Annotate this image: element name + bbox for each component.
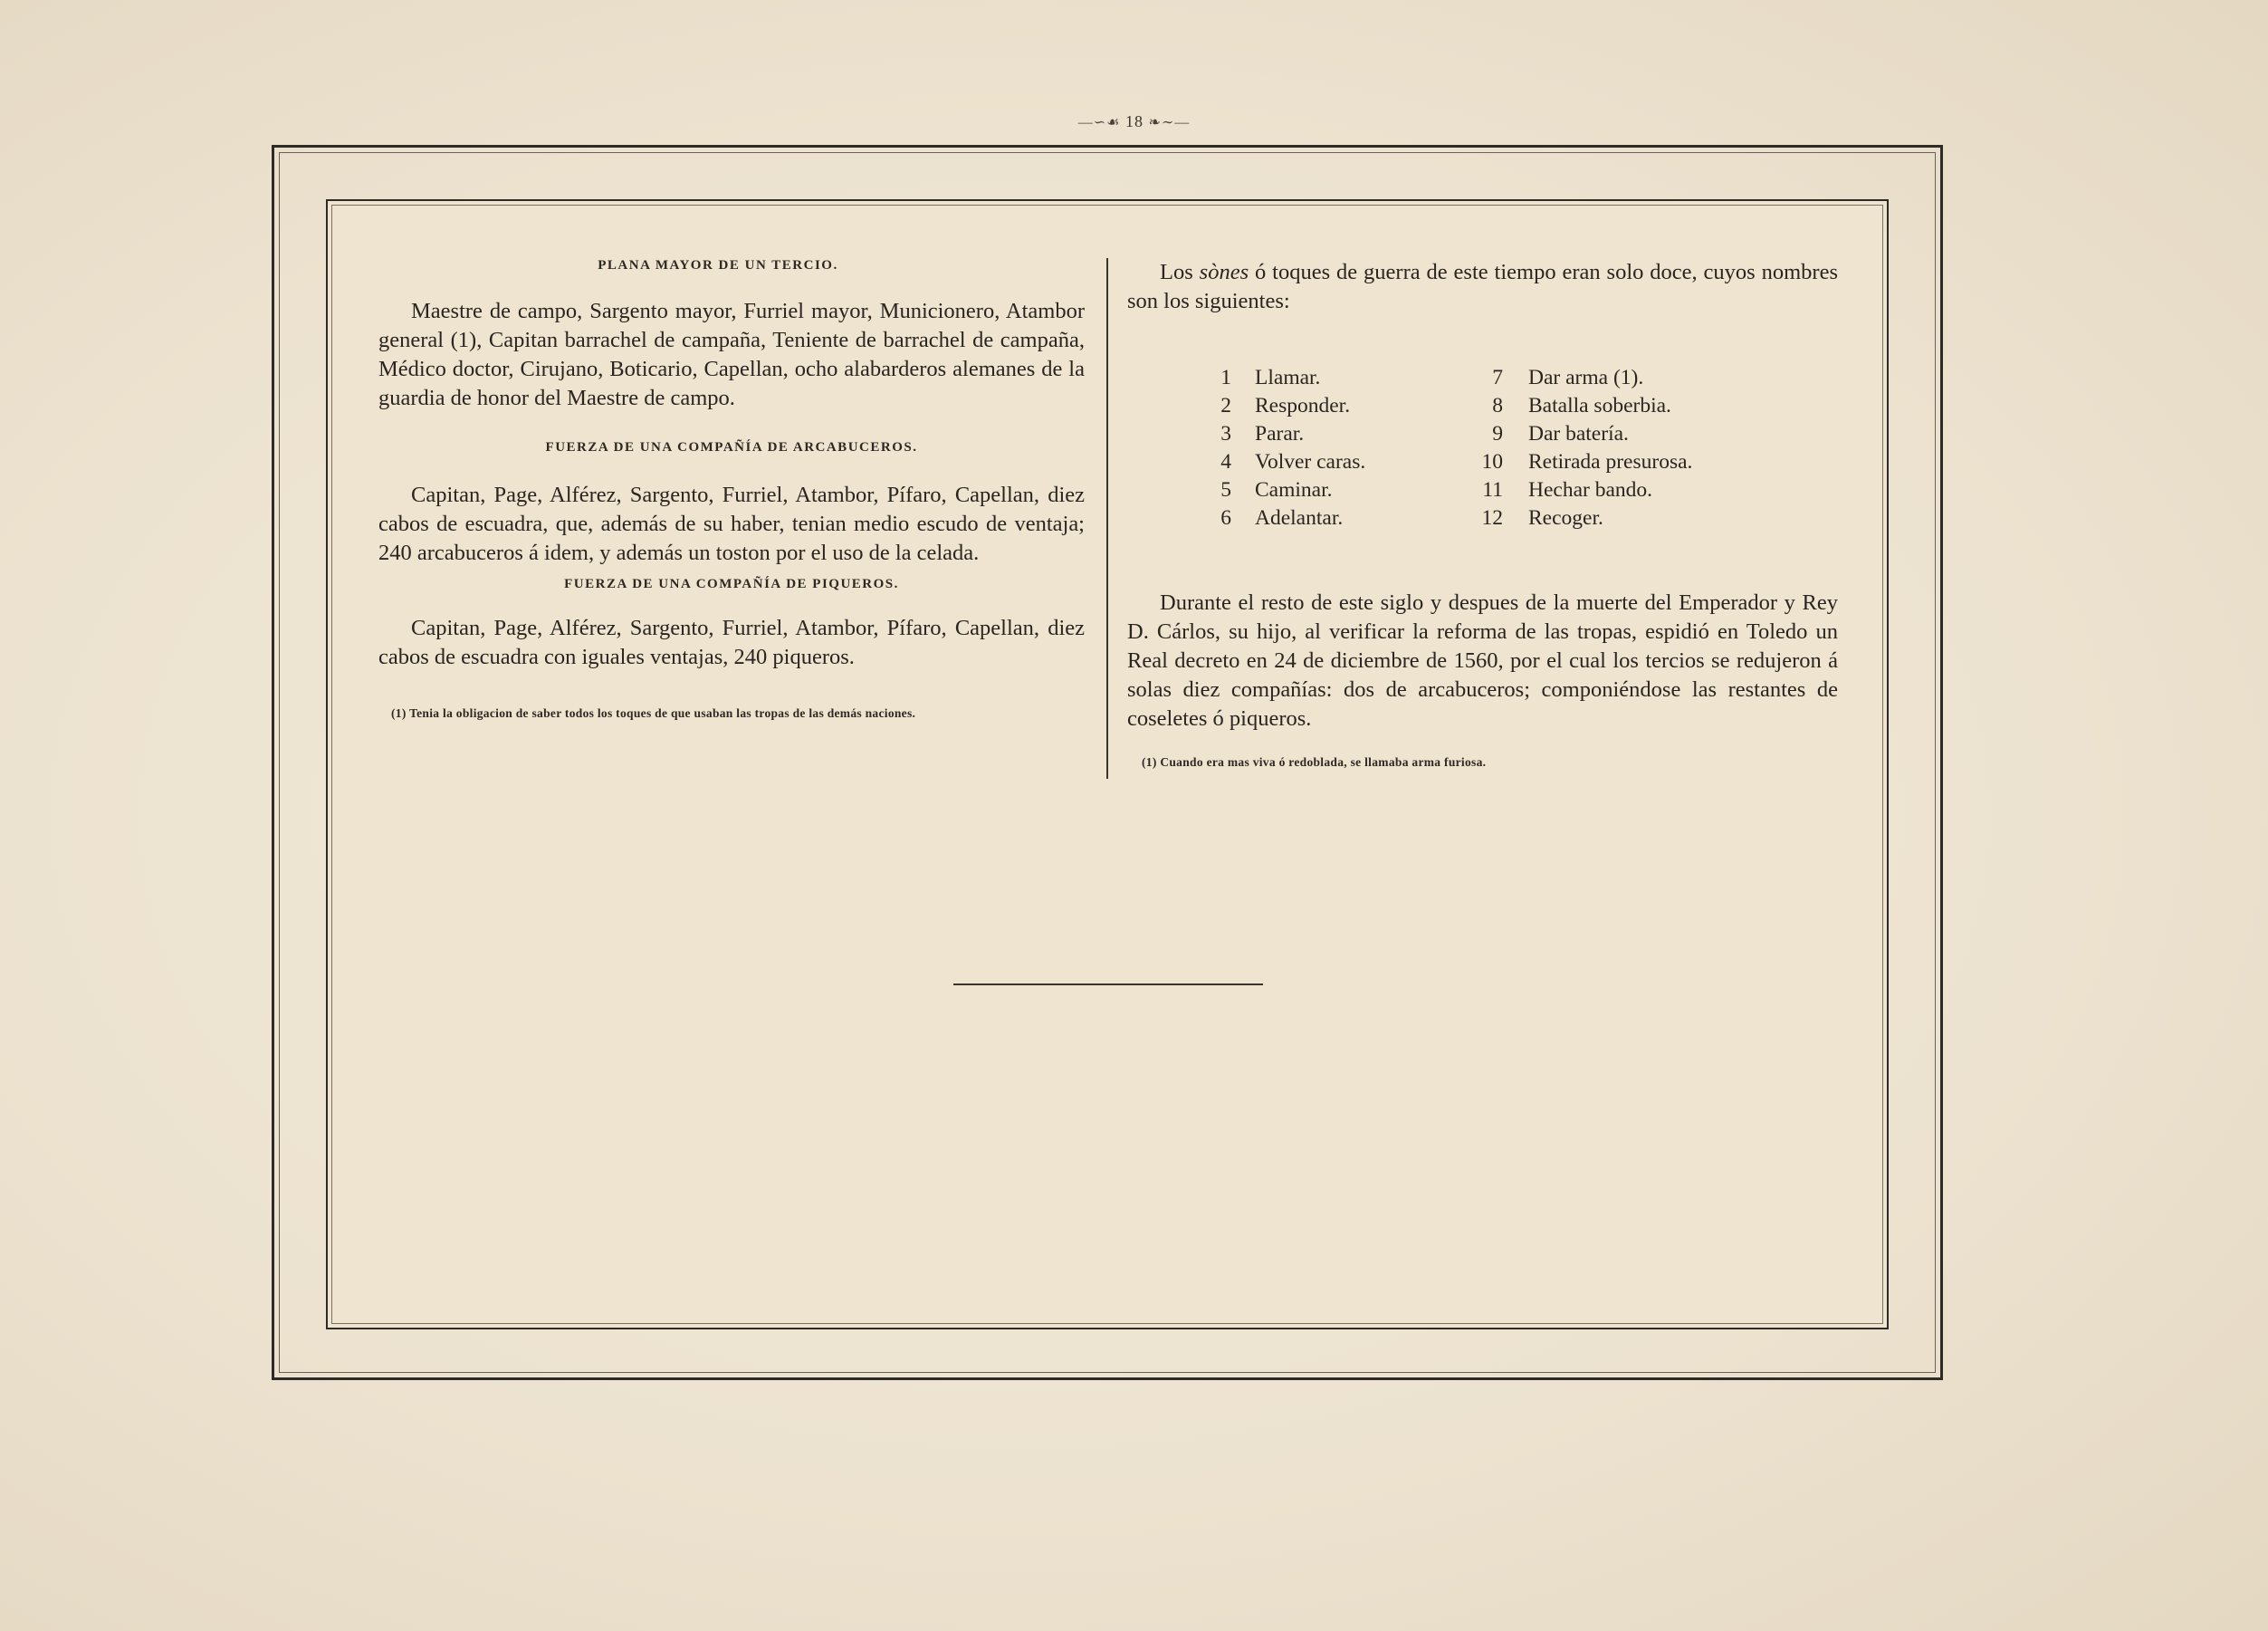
toque-label: Dar arma (1). <box>1528 366 1644 389</box>
list-item <box>1204 504 1747 532</box>
toque-label: Hechar bando. <box>1528 478 1653 502</box>
intro-emphasis: sònes <box>1199 260 1249 284</box>
toque-label: Volver caras. <box>1255 450 1366 474</box>
toque-number: 7 <box>1492 366 1503 389</box>
toque-number: 8 <box>1492 394 1503 417</box>
toque-number: 11 <box>1482 478 1503 502</box>
toque-label: Parar. <box>1255 422 1305 446</box>
ornament-left: —∽☙ <box>1077 115 1121 130</box>
section-text-arcabuceros: Capitan, Page, Alférez, Sargento, Furriel, Atambor, Pífaro, Capellan, diez cabos de escuadra, que, además de su haber, tenian medio escudo de ventaja; 240 arcabuceros á idem, y además un toston por el uso de la celada. <box>378 483 1085 565</box>
toque-label: Responder. <box>1255 394 1351 417</box>
toques-intro <box>1127 258 1838 316</box>
toque-label: Retirada presurosa. <box>1528 450 1693 474</box>
intro-prefix: Los <box>1160 260 1200 284</box>
right-column <box>1127 258 1838 316</box>
toque-number: 12 <box>1481 506 1503 530</box>
section-title-plana-mayor: PLANA MAYOR DE UN TERCIO. <box>598 258 838 273</box>
toque-label: Dar batería. <box>1528 422 1629 446</box>
list-item <box>1204 448 1747 476</box>
toque-number: 2 <box>1220 394 1231 417</box>
column-divider <box>1106 258 1108 779</box>
list-item <box>1204 392 1747 420</box>
toque-number: 3 <box>1220 422 1231 446</box>
bottom-rule <box>953 983 1263 985</box>
list-item <box>1204 476 1747 504</box>
section-title-piqueros: FUERZA DE UNA COMPAÑÍA DE PIQUEROS. <box>564 577 899 591</box>
page-number: 18 <box>1124 112 1144 130</box>
section-text-plana-mayor: Maestre de campo, Sargento mayor, Furriel mayor, Municionero, Atambor general (1), Capitan barrachel de campaña, Teniente de barrachel de campaña, Médico doctor, Cirujano, Boticario, Capellan, ocho alabarderos alemanes de la guardia de honor del Maestre de campo. <box>378 299 1085 410</box>
list-item <box>1204 364 1747 392</box>
toque-number: 10 <box>1481 450 1503 474</box>
list-item <box>1204 420 1747 448</box>
toque-number: 9 <box>1492 422 1503 446</box>
toque-number: 5 <box>1220 478 1231 502</box>
section-title-arcabuceros: FUERZA DE UNA COMPAÑÍA DE ARCABUCEROS. <box>545 440 918 455</box>
section-text-piqueros: Capitan, Page, Alférez, Sargento, Furriel, Atambor, Pífaro, Capellan, diez cabos de escuadra con iguales ventajas, 240 piqueros. <box>378 616 1085 669</box>
footnote-right: (1) Cuando era mas viva ó redoblada, se llamaba arma furiosa. <box>1142 755 1487 769</box>
toque-label: Llamar. <box>1255 366 1321 389</box>
intro-suffix: ó toques de guerra de este tiempo eran solo doce, cuyos nombres son los siguientes: <box>1127 260 1838 313</box>
toque-number: 1 <box>1220 366 1231 389</box>
toque-label: Caminar. <box>1255 478 1333 502</box>
toque-label: Recoger. <box>1528 506 1603 530</box>
toque-number: 4 <box>1220 450 1231 474</box>
toque-label: Adelantar. <box>1255 506 1344 530</box>
toques-list-second-column <box>1204 364 1747 532</box>
page-header <box>0 112 2268 131</box>
closing-block <box>1127 589 1838 770</box>
closing-paragraph: Durante el resto de este siglo y despues de la muerte del Emperador y Rey D. Cárlos, su hijo, al verificar la reforma de las tropas, espidió en Toledo un Real decreto en 24 de diciembre de 1560, por el cual los tercios se redujeron á solas diez compañías: dos de arcabuceros; componiéndose las restantes de coseletes ó piqueros. <box>1127 590 1838 731</box>
toque-number: 6 <box>1220 506 1231 530</box>
left-column <box>378 258 1085 721</box>
footnote-left: (1) Tenia la obligacion de saber todos los toques de que usaban las tropas de las demás naciones. <box>391 706 916 720</box>
toque-label: Batalla soberbia. <box>1528 394 1671 417</box>
ornament-right: ❧∼— <box>1148 115 1191 130</box>
